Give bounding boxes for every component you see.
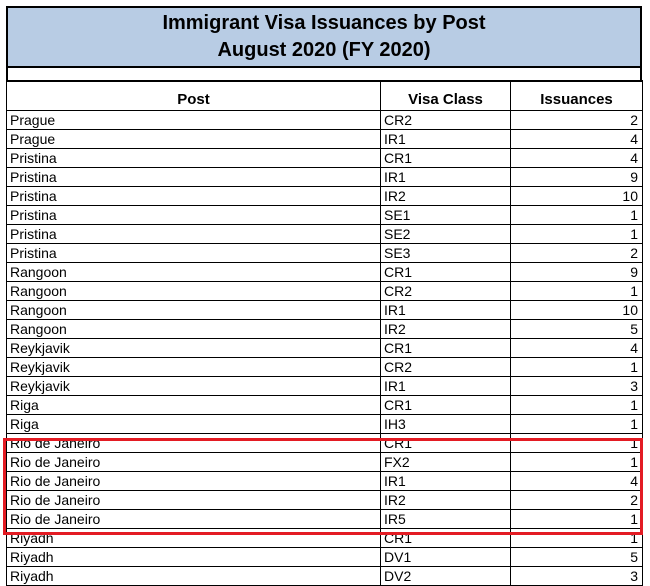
cell-post: Riga (7, 396, 381, 415)
issuances-table (6, 80, 643, 586)
title-line-2: August 2020 (FY 2020) (217, 39, 431, 61)
cell-post: Rio de Janeiro (7, 472, 381, 491)
column-header-visa-class: Visa Class (381, 81, 511, 111)
table-row (7, 491, 643, 510)
cell-visa-class: IR1 (381, 472, 511, 491)
spacer-row (6, 68, 642, 80)
cell-post: Riyadh (7, 567, 381, 586)
cell-issuances: 9 (511, 263, 643, 282)
cell-post: Rio de Janeiro (7, 453, 381, 472)
cell-visa-class: IR1 (381, 168, 511, 187)
table-row (7, 339, 643, 358)
cell-post: Riyadh (7, 548, 381, 567)
cell-issuances: 1 (511, 206, 643, 225)
cell-post: Rangoon (7, 301, 381, 320)
cell-issuances: 5 (511, 548, 643, 567)
cell-issuances: 5 (511, 320, 643, 339)
cell-visa-class: SE1 (381, 206, 511, 225)
cell-visa-class: CR1 (381, 339, 511, 358)
table-row (7, 510, 643, 529)
cell-post: Rio de Janeiro (7, 434, 381, 453)
cell-issuances: 1 (511, 282, 643, 301)
table-row (7, 187, 643, 206)
cell-issuances: 10 (511, 301, 643, 320)
cell-post: Pristina (7, 206, 381, 225)
cell-post: Reykjavik (7, 358, 381, 377)
cell-post: Pristina (7, 244, 381, 263)
column-header-post: Post (7, 81, 381, 111)
table-row (7, 453, 643, 472)
table-row (7, 320, 643, 339)
cell-issuances: 1 (511, 510, 643, 529)
cell-visa-class: IR2 (381, 187, 511, 206)
cell-issuances: 2 (511, 491, 643, 510)
cell-visa-class: IR1 (381, 377, 511, 396)
cell-visa-class: CR2 (381, 282, 511, 301)
cell-issuances: 4 (511, 339, 643, 358)
table-body (7, 111, 643, 586)
table-row (7, 301, 643, 320)
column-header-issuances: Issuances (511, 81, 643, 111)
cell-issuances: 1 (511, 396, 643, 415)
table-row (7, 472, 643, 491)
cell-issuances: 1 (511, 434, 643, 453)
cell-post: Rio de Janeiro (7, 491, 381, 510)
spreadsheet (6, 6, 642, 586)
table-row (7, 548, 643, 567)
cell-post: Prague (7, 111, 381, 130)
cell-post: Rangoon (7, 282, 381, 301)
cell-visa-class: CR1 (381, 529, 511, 548)
cell-post: Pristina (7, 149, 381, 168)
cell-post: Rio de Janeiro (7, 510, 381, 529)
cell-post: Riga (7, 415, 381, 434)
cell-visa-class: IH3 (381, 415, 511, 434)
cell-visa-class: SE2 (381, 225, 511, 244)
table-row (7, 282, 643, 301)
cell-visa-class: DV1 (381, 548, 511, 567)
cell-visa-class: FX2 (381, 453, 511, 472)
cell-visa-class: SE3 (381, 244, 511, 263)
table-row (7, 377, 643, 396)
cell-issuances: 4 (511, 130, 643, 149)
table-row (7, 168, 643, 187)
cell-visa-class: IR2 (381, 491, 511, 510)
cell-post: Rangoon (7, 263, 381, 282)
cell-post: Rangoon (7, 320, 381, 339)
table-row (7, 244, 643, 263)
table-row (7, 529, 643, 548)
cell-post: Pristina (7, 187, 381, 206)
cell-issuances: 4 (511, 472, 643, 491)
cell-post: Riyadh (7, 529, 381, 548)
cell-visa-class: CR2 (381, 111, 511, 130)
cell-issuances: 1 (511, 225, 643, 244)
table-row (7, 206, 643, 225)
cell-visa-class: IR2 (381, 320, 511, 339)
cell-issuances: 10 (511, 187, 643, 206)
cell-post: Reykjavik (7, 339, 381, 358)
cell-issuances: 9 (511, 168, 643, 187)
table-row (7, 111, 643, 130)
table-row (7, 567, 643, 586)
cell-post: Pristina (7, 225, 381, 244)
cell-post: Reykjavik (7, 377, 381, 396)
cell-issuances: 1 (511, 415, 643, 434)
cell-issuances: 1 (511, 453, 643, 472)
table-row (7, 415, 643, 434)
cell-issuances: 3 (511, 567, 643, 586)
cell-issuances: 1 (511, 358, 643, 377)
cell-visa-class: DV2 (381, 567, 511, 586)
cell-post: Prague (7, 130, 381, 149)
table-row (7, 225, 643, 244)
cell-visa-class: CR1 (381, 434, 511, 453)
cell-issuances: 3 (511, 377, 643, 396)
table-row (7, 434, 643, 453)
table-row (7, 358, 643, 377)
header-row (7, 81, 643, 111)
table-row (7, 149, 643, 168)
cell-visa-class: CR1 (381, 149, 511, 168)
cell-visa-class: IR1 (381, 130, 511, 149)
cell-issuances: 1 (511, 529, 643, 548)
table-row (7, 130, 643, 149)
cell-post: Pristina (7, 168, 381, 187)
cell-visa-class: CR1 (381, 263, 511, 282)
title-block (6, 6, 642, 68)
cell-visa-class: IR5 (381, 510, 511, 529)
table-row (7, 263, 643, 282)
cell-issuances: 2 (511, 111, 643, 130)
cell-issuances: 4 (511, 149, 643, 168)
cell-visa-class: CR2 (381, 358, 511, 377)
title-line-1: Immigrant Visa Issuances by Post (162, 12, 486, 34)
table-row (7, 396, 643, 415)
cell-issuances: 2 (511, 244, 643, 263)
cell-visa-class: CR1 (381, 396, 511, 415)
cell-visa-class: IR1 (381, 301, 511, 320)
